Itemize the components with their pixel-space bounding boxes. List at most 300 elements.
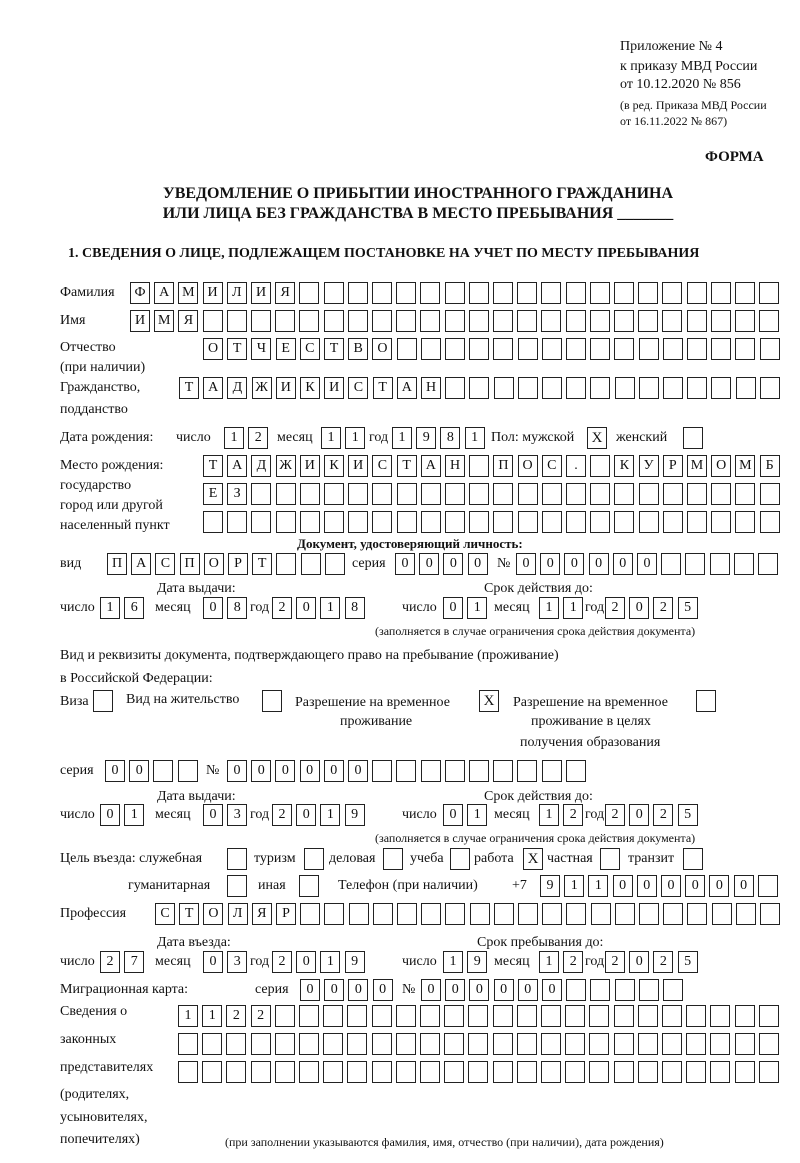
char-box[interactable] <box>324 483 344 505</box>
char-box[interactable] <box>589 1061 609 1083</box>
char-box[interactable] <box>445 903 465 925</box>
char-box[interactable]: 0 <box>324 979 344 1001</box>
purpose-work-checkbox[interactable]: X <box>523 848 543 870</box>
char-box[interactable] <box>734 553 754 575</box>
char-box[interactable] <box>517 760 537 782</box>
char-box[interactable]: 0 <box>227 760 247 782</box>
char-box[interactable]: 0 <box>443 597 463 619</box>
char-box[interactable]: О <box>203 903 223 925</box>
char-box[interactable] <box>566 282 586 304</box>
char-box[interactable]: 0 <box>629 597 649 619</box>
char-box[interactable] <box>397 483 417 505</box>
char-box[interactable]: 5 <box>678 804 698 826</box>
char-box[interactable] <box>663 903 683 925</box>
char-box[interactable]: И <box>276 377 296 399</box>
char-box[interactable] <box>663 979 683 1001</box>
char-box[interactable]: 0 <box>494 979 514 1001</box>
char-box[interactable]: Е <box>276 338 296 360</box>
char-box[interactable] <box>178 760 198 782</box>
char-box[interactable]: 1 <box>539 597 559 619</box>
char-box[interactable] <box>686 1033 706 1055</box>
char-box[interactable] <box>711 377 731 399</box>
char-box[interactable]: Ч <box>251 338 271 360</box>
char-box[interactable] <box>687 903 707 925</box>
char-box[interactable]: 0 <box>421 979 441 1001</box>
char-box[interactable] <box>348 511 368 533</box>
char-box[interactable]: 9 <box>345 804 365 826</box>
char-box[interactable] <box>493 1005 513 1027</box>
char-box[interactable]: И <box>324 377 344 399</box>
char-box[interactable] <box>469 455 489 477</box>
char-box[interactable] <box>251 310 271 332</box>
char-box[interactable] <box>300 903 320 925</box>
char-box[interactable]: 1 <box>321 427 341 449</box>
char-box[interactable] <box>663 377 683 399</box>
char-box[interactable] <box>517 1033 537 1055</box>
char-box[interactable]: 2 <box>248 427 268 449</box>
char-box[interactable] <box>566 760 586 782</box>
char-box[interactable]: 2 <box>272 597 292 619</box>
char-box[interactable] <box>662 1061 682 1083</box>
char-box[interactable] <box>325 553 345 575</box>
char-box[interactable] <box>226 1061 246 1083</box>
char-box[interactable] <box>615 377 635 399</box>
purpose-business-checkbox[interactable] <box>383 848 403 870</box>
char-box[interactable]: И <box>300 455 320 477</box>
char-box[interactable]: Е <box>203 483 223 505</box>
char-box[interactable] <box>687 282 707 304</box>
char-box[interactable]: Я <box>252 903 272 925</box>
char-box[interactable] <box>663 483 683 505</box>
char-box[interactable] <box>710 1061 730 1083</box>
char-box[interactable] <box>711 511 731 533</box>
char-box[interactable] <box>202 1033 222 1055</box>
char-box[interactable] <box>517 282 537 304</box>
char-box[interactable] <box>685 553 705 575</box>
char-box[interactable] <box>276 553 296 575</box>
char-box[interactable] <box>638 1005 658 1027</box>
char-box[interactable]: 3 <box>227 804 247 826</box>
char-box[interactable] <box>420 282 440 304</box>
char-box[interactable] <box>663 511 683 533</box>
char-box[interactable]: 2 <box>563 951 583 973</box>
char-box[interactable] <box>421 903 441 925</box>
char-box[interactable] <box>178 1033 198 1055</box>
char-box[interactable]: 0 <box>296 951 316 973</box>
char-box[interactable] <box>662 310 682 332</box>
char-box[interactable]: 0 <box>469 979 489 1001</box>
char-box[interactable] <box>590 979 610 1001</box>
char-box[interactable]: 1 <box>124 804 144 826</box>
char-box[interactable] <box>711 483 731 505</box>
char-box[interactable] <box>590 455 610 477</box>
char-box[interactable]: 1 <box>588 875 608 897</box>
char-box[interactable]: 5 <box>678 597 698 619</box>
char-box[interactable]: 8 <box>440 427 460 449</box>
char-box[interactable] <box>638 1033 658 1055</box>
char-box[interactable] <box>759 310 779 332</box>
char-box[interactable]: И <box>251 282 271 304</box>
char-box[interactable]: С <box>372 455 392 477</box>
char-box[interactable] <box>591 903 611 925</box>
char-box[interactable]: 1 <box>467 804 487 826</box>
char-box[interactable]: П <box>107 553 127 575</box>
char-box[interactable]: 5 <box>678 951 698 973</box>
char-box[interactable] <box>542 903 562 925</box>
char-box[interactable] <box>639 377 659 399</box>
char-box[interactable]: 0 <box>685 875 705 897</box>
char-box[interactable] <box>589 1005 609 1027</box>
char-box[interactable] <box>565 1061 585 1083</box>
char-box[interactable] <box>565 1033 585 1055</box>
char-box[interactable]: 0 <box>395 553 415 575</box>
char-box[interactable] <box>687 310 707 332</box>
char-box[interactable] <box>661 553 681 575</box>
char-box[interactable] <box>566 511 586 533</box>
char-box[interactable] <box>590 483 610 505</box>
char-box[interactable]: 1 <box>202 1005 222 1027</box>
char-box[interactable]: О <box>203 338 223 360</box>
char-box[interactable]: 0 <box>518 979 538 1001</box>
char-box[interactable] <box>300 483 320 505</box>
char-box[interactable]: 1 <box>178 1005 198 1027</box>
char-box[interactable] <box>542 377 562 399</box>
char-box[interactable] <box>565 1005 585 1027</box>
char-box[interactable]: 2 <box>653 951 673 973</box>
char-box[interactable]: М <box>687 455 707 477</box>
char-box[interactable]: 0 <box>300 979 320 1001</box>
char-box[interactable]: Р <box>228 553 248 575</box>
char-box[interactable] <box>445 310 465 332</box>
char-box[interactable] <box>735 1033 755 1055</box>
char-box[interactable]: Т <box>252 553 272 575</box>
char-box[interactable]: 0 <box>542 979 562 1001</box>
char-box[interactable] <box>614 282 634 304</box>
char-box[interactable] <box>324 282 344 304</box>
char-box[interactable]: 0 <box>637 875 657 897</box>
char-box[interactable] <box>421 511 441 533</box>
char-box[interactable] <box>518 377 538 399</box>
char-box[interactable] <box>639 511 659 533</box>
char-box[interactable]: 0 <box>275 760 295 782</box>
char-box[interactable] <box>541 1033 561 1055</box>
char-box[interactable]: 0 <box>443 553 463 575</box>
char-box[interactable]: 0 <box>564 553 584 575</box>
char-box[interactable] <box>300 511 320 533</box>
char-box[interactable] <box>615 979 635 1001</box>
char-box[interactable]: Ж <box>276 455 296 477</box>
char-box[interactable] <box>759 1033 779 1055</box>
char-box[interactable] <box>153 760 173 782</box>
char-box[interactable] <box>662 282 682 304</box>
char-box[interactable] <box>590 310 610 332</box>
char-box[interactable]: . <box>566 455 586 477</box>
char-box[interactable] <box>420 1061 440 1083</box>
char-box[interactable]: 8 <box>345 597 365 619</box>
char-box[interactable] <box>662 1005 682 1027</box>
char-box[interactable]: 2 <box>605 597 625 619</box>
char-box[interactable]: 0 <box>516 553 536 575</box>
char-box[interactable]: 0 <box>100 804 120 826</box>
char-box[interactable] <box>735 282 755 304</box>
char-box[interactable] <box>348 483 368 505</box>
char-box[interactable]: 2 <box>251 1005 271 1027</box>
char-box[interactable] <box>493 511 513 533</box>
char-box[interactable] <box>638 1061 658 1083</box>
char-box[interactable] <box>614 1005 634 1027</box>
char-box[interactable] <box>275 1005 295 1027</box>
char-box[interactable] <box>444 1061 464 1083</box>
char-box[interactable] <box>566 338 586 360</box>
char-box[interactable] <box>760 377 780 399</box>
char-box[interactable]: 0 <box>419 553 439 575</box>
char-box[interactable] <box>468 1005 488 1027</box>
char-box[interactable]: 0 <box>348 979 368 1001</box>
char-box[interactable]: 0 <box>629 804 649 826</box>
char-box[interactable]: О <box>518 455 538 477</box>
char-box[interactable] <box>760 483 780 505</box>
char-box[interactable] <box>396 310 416 332</box>
char-box[interactable] <box>275 1033 295 1055</box>
char-box[interactable] <box>323 1033 343 1055</box>
char-box[interactable]: Т <box>203 455 223 477</box>
char-box[interactable]: 2 <box>605 951 625 973</box>
char-box[interactable]: 0 <box>709 875 729 897</box>
char-box[interactable]: 0 <box>629 951 649 973</box>
char-box[interactable]: К <box>300 377 320 399</box>
char-box[interactable]: 1 <box>320 804 340 826</box>
char-box[interactable]: 0 <box>203 597 223 619</box>
char-box[interactable]: 2 <box>653 597 673 619</box>
char-box[interactable] <box>470 903 490 925</box>
char-box[interactable] <box>590 282 610 304</box>
char-box[interactable] <box>275 310 295 332</box>
char-box[interactable]: 2 <box>272 951 292 973</box>
char-box[interactable] <box>251 1033 271 1055</box>
char-box[interactable] <box>251 483 271 505</box>
char-box[interactable]: 9 <box>416 427 436 449</box>
char-box[interactable]: Я <box>178 310 198 332</box>
char-box[interactable] <box>445 377 465 399</box>
char-box[interactable] <box>397 511 417 533</box>
char-box[interactable] <box>710 1033 730 1055</box>
char-box[interactable]: 0 <box>445 979 465 1001</box>
char-box[interactable]: 1 <box>563 597 583 619</box>
char-box[interactable] <box>758 553 778 575</box>
char-box[interactable]: М <box>178 282 198 304</box>
char-box[interactable] <box>590 377 610 399</box>
char-box[interactable] <box>373 903 393 925</box>
char-box[interactable] <box>445 760 465 782</box>
char-box[interactable]: 0 <box>443 804 463 826</box>
char-box[interactable] <box>251 1061 271 1083</box>
char-box[interactable]: Б <box>760 455 780 477</box>
char-box[interactable] <box>760 511 780 533</box>
temp-edu-checkbox[interactable] <box>696 690 716 712</box>
char-box[interactable]: 0 <box>300 760 320 782</box>
char-box[interactable] <box>445 511 465 533</box>
char-box[interactable] <box>299 1061 319 1083</box>
char-box[interactable]: 1 <box>539 951 559 973</box>
char-box[interactable] <box>711 310 731 332</box>
char-box[interactable] <box>420 1033 440 1055</box>
char-box[interactable] <box>541 1061 561 1083</box>
char-box[interactable]: 1 <box>100 597 120 619</box>
char-box[interactable] <box>735 1005 755 1027</box>
char-box[interactable] <box>589 1033 609 1055</box>
char-box[interactable]: 1 <box>564 875 584 897</box>
male-checkbox[interactable]: X <box>587 427 607 449</box>
char-box[interactable]: 0 <box>613 553 633 575</box>
char-box[interactable] <box>323 1005 343 1027</box>
char-box[interactable] <box>687 483 707 505</box>
purpose-transit-checkbox[interactable] <box>683 848 703 870</box>
char-box[interactable]: 1 <box>392 427 412 449</box>
char-box[interactable] <box>420 310 440 332</box>
char-box[interactable]: Р <box>276 903 296 925</box>
char-box[interactable] <box>687 338 707 360</box>
char-box[interactable]: 2 <box>653 804 673 826</box>
char-box[interactable]: 0 <box>540 553 560 575</box>
char-box[interactable]: С <box>155 903 175 925</box>
char-box[interactable] <box>615 903 635 925</box>
char-box[interactable]: 0 <box>296 597 316 619</box>
char-box[interactable]: А <box>397 377 417 399</box>
char-box[interactable] <box>566 903 586 925</box>
char-box[interactable]: А <box>203 377 223 399</box>
char-box[interactable]: А <box>131 553 151 575</box>
char-box[interactable]: 0 <box>203 804 223 826</box>
char-box[interactable]: А <box>421 455 441 477</box>
char-box[interactable] <box>421 338 441 360</box>
char-box[interactable] <box>493 1061 513 1083</box>
char-box[interactable] <box>445 282 465 304</box>
char-box[interactable] <box>299 310 319 332</box>
female-checkbox[interactable] <box>683 427 703 449</box>
char-box[interactable] <box>687 377 707 399</box>
char-box[interactable]: О <box>204 553 224 575</box>
char-box[interactable] <box>299 1005 319 1027</box>
char-box[interactable]: Я <box>275 282 295 304</box>
char-box[interactable]: П <box>493 455 513 477</box>
char-box[interactable] <box>614 511 634 533</box>
purpose-other-checkbox[interactable] <box>299 875 319 897</box>
char-box[interactable]: 1 <box>345 427 365 449</box>
char-box[interactable]: 0 <box>105 760 125 782</box>
char-box[interactable] <box>494 377 514 399</box>
char-box[interactable] <box>712 903 732 925</box>
visa-checkbox[interactable] <box>93 690 113 712</box>
char-box[interactable] <box>396 1061 416 1083</box>
char-box[interactable]: 2 <box>563 804 583 826</box>
char-box[interactable] <box>493 338 513 360</box>
char-box[interactable] <box>687 511 707 533</box>
char-box[interactable] <box>227 511 247 533</box>
char-box[interactable]: 2 <box>605 804 625 826</box>
char-box[interactable] <box>542 483 562 505</box>
char-box[interactable]: И <box>348 455 368 477</box>
char-box[interactable] <box>372 310 392 332</box>
char-box[interactable] <box>566 979 586 1001</box>
char-box[interactable] <box>372 511 392 533</box>
char-box[interactable]: И <box>130 310 150 332</box>
char-box[interactable] <box>638 310 658 332</box>
char-box[interactable] <box>518 903 538 925</box>
char-box[interactable] <box>203 310 223 332</box>
char-box[interactable] <box>469 377 489 399</box>
char-box[interactable]: 0 <box>324 760 344 782</box>
char-box[interactable] <box>759 1005 779 1027</box>
char-box[interactable] <box>372 1061 392 1083</box>
char-box[interactable] <box>542 511 562 533</box>
char-box[interactable]: 7 <box>124 951 144 973</box>
char-box[interactable] <box>711 282 731 304</box>
char-box[interactable] <box>517 310 537 332</box>
char-box[interactable] <box>735 310 755 332</box>
purpose-official-checkbox[interactable] <box>227 848 247 870</box>
char-box[interactable] <box>518 511 538 533</box>
char-box[interactable] <box>759 282 779 304</box>
char-box[interactable] <box>396 1005 416 1027</box>
char-box[interactable]: У <box>639 455 659 477</box>
char-box[interactable]: 1 <box>443 951 463 973</box>
char-box[interactable] <box>493 1033 513 1055</box>
char-box[interactable] <box>227 310 247 332</box>
char-box[interactable]: 9 <box>540 875 560 897</box>
char-box[interactable]: 1 <box>320 597 340 619</box>
char-box[interactable] <box>760 338 780 360</box>
char-box[interactable] <box>663 338 683 360</box>
char-box[interactable] <box>517 1061 537 1083</box>
char-box[interactable] <box>614 483 634 505</box>
char-box[interactable]: 1 <box>320 951 340 973</box>
char-box[interactable]: 6 <box>124 597 144 619</box>
char-box[interactable] <box>347 1005 367 1027</box>
char-box[interactable]: Т <box>179 377 199 399</box>
char-box[interactable] <box>372 1033 392 1055</box>
char-box[interactable] <box>397 338 417 360</box>
purpose-study-checkbox[interactable] <box>450 848 470 870</box>
char-box[interactable]: 2 <box>100 951 120 973</box>
char-box[interactable] <box>758 875 778 897</box>
char-box[interactable]: З <box>227 483 247 505</box>
char-box[interactable] <box>735 483 755 505</box>
char-box[interactable] <box>614 310 634 332</box>
char-box[interactable] <box>178 1061 198 1083</box>
char-box[interactable]: Т <box>179 903 199 925</box>
char-box[interactable]: Л <box>227 282 247 304</box>
char-box[interactable] <box>445 483 465 505</box>
char-box[interactable] <box>710 1005 730 1027</box>
char-box[interactable]: 0 <box>589 553 609 575</box>
char-box[interactable] <box>686 1005 706 1027</box>
char-box[interactable] <box>348 310 368 332</box>
char-box[interactable] <box>324 511 344 533</box>
char-box[interactable] <box>639 979 659 1001</box>
char-box[interactable] <box>372 1005 392 1027</box>
char-box[interactable] <box>614 1061 634 1083</box>
char-box[interactable] <box>590 511 610 533</box>
char-box[interactable] <box>251 511 271 533</box>
char-box[interactable] <box>324 310 344 332</box>
char-box[interactable] <box>347 1061 367 1083</box>
char-box[interactable] <box>735 338 755 360</box>
char-box[interactable] <box>372 760 392 782</box>
char-box[interactable] <box>348 282 368 304</box>
char-box[interactable] <box>542 338 562 360</box>
char-box[interactable] <box>202 1061 222 1083</box>
char-box[interactable] <box>711 338 731 360</box>
